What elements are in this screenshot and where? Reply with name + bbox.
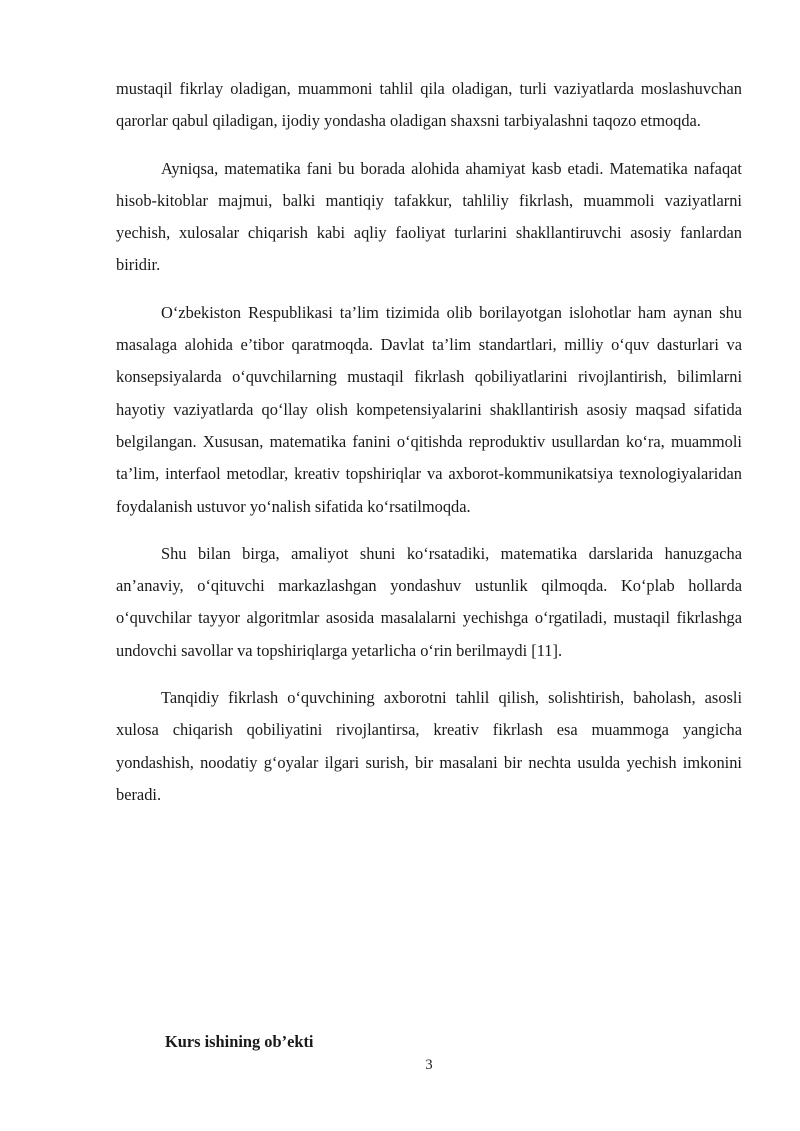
- section-heading: Kurs ishining ob’ekti: [165, 1032, 314, 1051]
- paragraph-critical-thinking: Tanqidiy fikrlash o‘quvchining axborotni tahlil qilish, solishtirish, baholash, asosli xulosa chiqarish qobiliyatini rivojlantirsa, kreativ fikrlash esa muammoga yangicha yondashish, noodatiy g‘oyalar ilgari surish, bir masalani bir nechta usulda yechish imkonini beradi.: [116, 688, 742, 804]
- paragraph-education-reforms: O‘zbekiston Respublikasi ta’lim tizimida olib borilayotgan islohotlar ham aynan shu masalaga alohida e’tibor qaratmoqda. Davlat ta’lim standartlari, milliy o‘quv dasturlari va konsepsiyalarda o‘quvchilarning mustaqil fikrlash qobiliyatlarini rivojlantirish, bilimlarni hayotiy vaziyatlarda qo‘llay olish kompetensiyalarini shakllantirish asosiy maqsad sifatida belgilangan. Xususan, matematika fanini o‘qitishda reproduktiv usullardan ko‘ra, muammoli ta’lim, interfaol metodlar, kreativ topshiriqlar va axborot-kommunikatsiya texnologiyalaridan foydalanish ustuvor yo‘nalish sifatida ko‘rsatilmoqda.: [116, 302, 742, 516]
- paragraph-mathematics: Ayniqsa, matematika fani bu borada alohida ahamiyat kasb etadi. Matematika nafaqat hisob-kitoblar majmui, balki mantiqiy tafakkur, tahliliy fikrlash, muammoli vaziyatlarni yechish, xulosalar chiqarish kabi aqliy faoliyat turlarini shakllantiruvchi asosiy fanlardan biridir.: [116, 158, 742, 275]
- document-body: [116, 73, 742, 811]
- paragraph-practice: Shu bilan birga, amaliyot shuni ko‘rsatadiki, matematika darslarida hanuzgacha an’anaviy, o‘qituvchi markazlashgan yondashuv ustunlik qilmoqda. Ko‘plab hollarda o‘quvchilar tayyor algoritmlar asosida masalalarni yechishga o‘rgatiladi, mustaqil fikrlashga undovchi savollar va topshiriqlarga yetarlicha o‘rin berilmaydi [11].: [116, 543, 742, 660]
- paragraph-continuation: mustaqil fikrlay oladigan, muammoni tahlil qila oladigan, turli vaziyatlarda moslashuvchan qarorlar qabul qiladigan, ijodiy yondasha oladigan shaxsni tarbiyalashni taqozo etmoqda.: [116, 79, 742, 131]
- page-number: 3: [425, 1057, 433, 1073]
